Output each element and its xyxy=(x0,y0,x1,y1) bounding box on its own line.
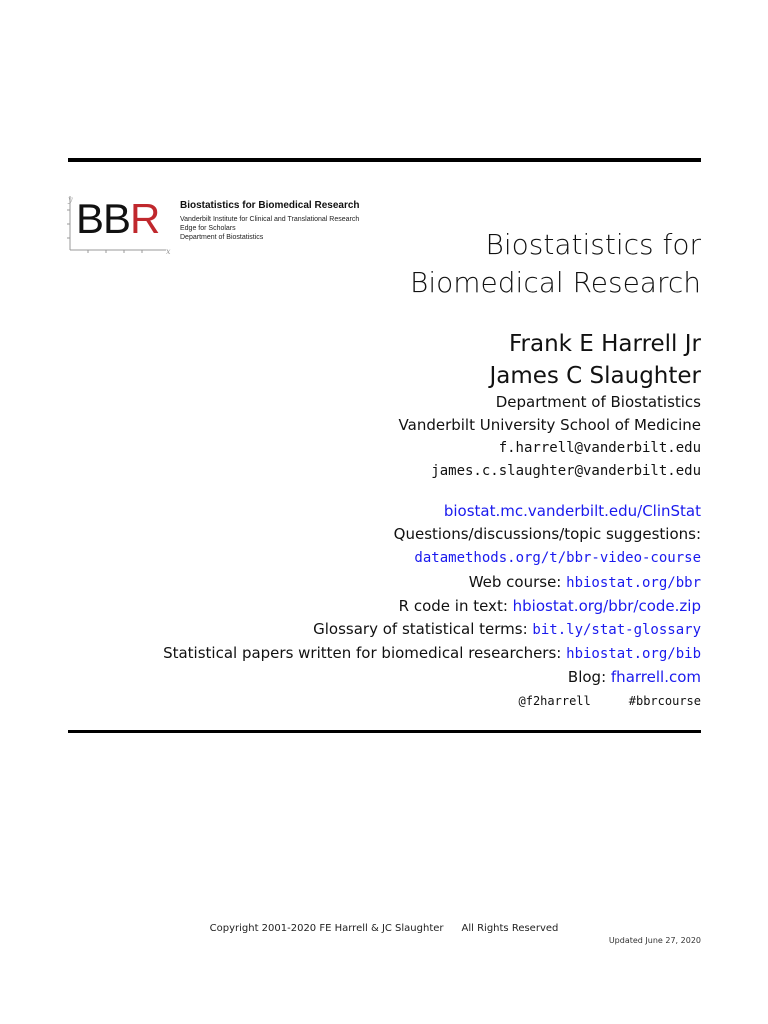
logo-text-block xyxy=(180,200,360,242)
author-name: Frank E Harrell Jr xyxy=(508,331,701,357)
copyright-line xyxy=(0,922,768,936)
logo-axis-x: x xyxy=(166,247,171,256)
document-title xyxy=(410,226,701,302)
email: james.c.slaughter@vanderbilt.edu xyxy=(431,463,701,479)
author-name: James C Slaughter xyxy=(489,363,701,389)
rcode-label: R code in text: xyxy=(398,596,508,615)
logo-letters-bb: BB xyxy=(76,195,131,242)
title-line: Biomedical Research xyxy=(410,266,701,299)
logo-letter-r: R xyxy=(130,195,160,242)
authors xyxy=(489,328,701,392)
copyright-text: Copyright 2001-2020 FE Harrell & JC Slaughter xyxy=(209,923,444,934)
logo-subtitle: Department of Biostatistics xyxy=(180,234,264,241)
affiliation xyxy=(399,391,701,483)
clinstat-link[interactable]: biostat.mc.vanderbilt.edu/ClinStat xyxy=(443,502,701,520)
email: f.harrell@vanderbilt.edu xyxy=(498,440,701,456)
top-rule xyxy=(68,158,701,162)
glossary-link[interactable]: bit.ly/stat-glossary xyxy=(532,622,701,639)
datamethods-link[interactable]: datamethods.org/t/bbr-video-course xyxy=(414,550,701,567)
department: Department of Biostatistics xyxy=(495,393,701,411)
blog-link[interactable]: fharrell.com xyxy=(610,668,701,687)
questions-label: Questions/discussions/topic suggestions: xyxy=(393,525,701,544)
web-course-link[interactable]: hbiostat.org/bbr xyxy=(566,574,701,591)
blog-label: Blog: xyxy=(567,668,607,687)
papers-label: Statistical papers written for biomedical researchers: xyxy=(163,644,562,663)
title-line: Biostatistics for xyxy=(485,228,701,261)
web-course-label: Web course: xyxy=(468,572,562,591)
school: Vanderbilt University School of Medicine xyxy=(398,416,701,434)
social-handles xyxy=(163,690,701,713)
bbr-logo xyxy=(64,192,404,256)
rcode-link[interactable]: hbiostat.org/bbr/code.zip xyxy=(512,596,701,615)
glossary-label: Glossary of statistical terms: xyxy=(313,620,528,639)
papers-link[interactable]: hbiostat.org/bib xyxy=(566,646,701,663)
logo-wordmark xyxy=(76,196,159,242)
rights-text: All Rights Reserved xyxy=(461,923,559,934)
hashtag: #bbrcourse xyxy=(628,693,701,708)
logo-subtitle: Vanderbilt Institute for Clinical and Translational Research xyxy=(180,216,360,223)
bottom-rule xyxy=(68,730,701,733)
logo-axis-y: y xyxy=(68,195,73,204)
updated-date: Updated June 27, 2020 xyxy=(608,936,701,945)
resource-links xyxy=(163,500,701,713)
logo-title: Biostatistics for Biomedical Research xyxy=(180,200,360,211)
twitter-handle: @f2harrell xyxy=(518,693,591,708)
logo-subtitle: Edge for Scholars xyxy=(180,225,236,232)
